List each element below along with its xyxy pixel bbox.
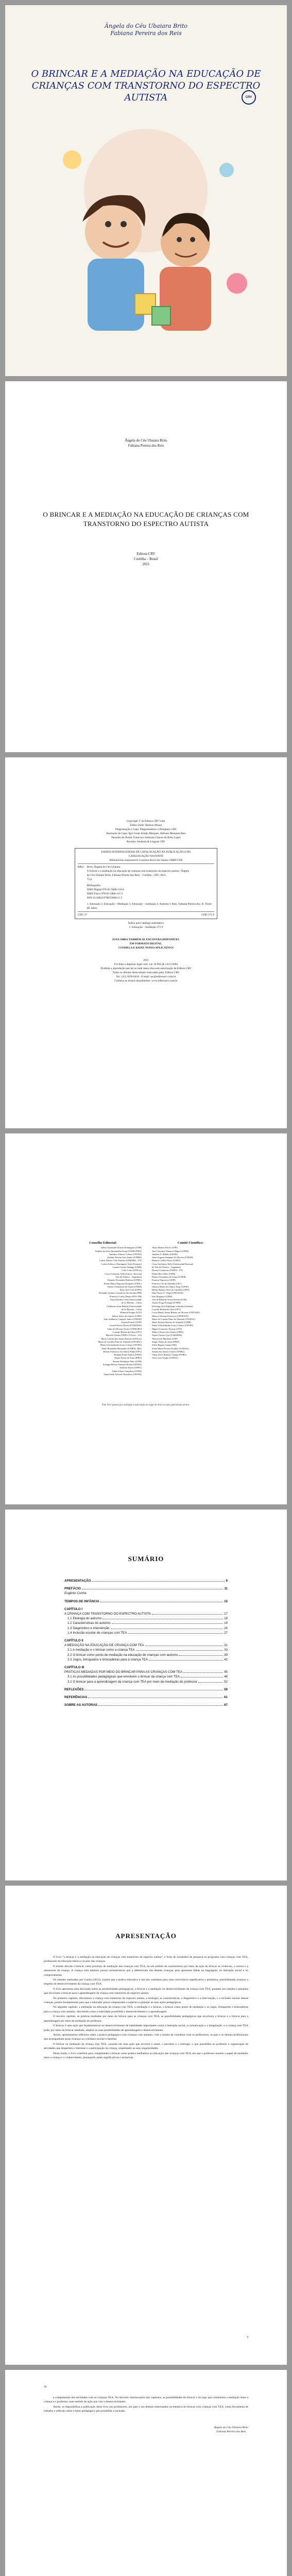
legal-line: Conheça os nossos lançamentos: www.editoracrv.com.br	[114, 979, 178, 982]
council-member: Francisco Ari de Andrade (UFC)	[152, 1282, 182, 1285]
editorial-council-page	[5, 1133, 287, 1504]
council-member: Tadeu Oliver Gonçalves (UFPA)	[112, 1369, 142, 1372]
toc-entry-title: 1.2 Características do autismo	[67, 1621, 111, 1625]
toc-entry-page: 45	[224, 1670, 228, 1674]
council-member: Antônio Pereira Gaio Júnior (UFRRJ)	[107, 1256, 142, 1259]
cover-page	[5, 5, 287, 376]
toc-entry-title: CAPÍTULO II	[64, 1639, 83, 1643]
council-member: Sérgio Nunes de Jesus (IFRO)	[152, 1340, 180, 1343]
title-page-authors	[5, 438, 287, 448]
credit-line: Revisão: Analista de Línguas CRV	[126, 840, 166, 843]
paragraph: O terceiro capítulo, as práticas mediadas por meio do brincar para as crianças com TEA, as possibilidades pedagógicas que envolvem o brincar e o brincar para a aprendizagem por meio da mediação do professor.	[44, 2015, 248, 2023]
toc-entry-page: 31	[224, 1643, 228, 1648]
peer-review-note: Este livro passou por avaliação e aprovação às cegas de dois ou mais pareceristas ad hoc.	[101, 1404, 191, 1406]
council-member: Aldira Guimarães Duarte Domínguez (UNB)	[100, 1246, 142, 1249]
toc-entry-title: TEMPOS DE INFÂNCIA	[64, 1599, 99, 1603]
council-member: Anselmo Alencar Colares (UFOPA)	[109, 1252, 142, 1256]
council-member: Eduardo Fernandes Barbosa (UFMG)	[107, 1279, 142, 1282]
toc-leader	[112, 1623, 224, 1624]
toc-entry	[64, 1626, 228, 1631]
toc-entry	[64, 1587, 228, 1591]
paragraph: No primeiro capítulo, discutimos a criança com transtorno do espectro autista, a etiologia, as características, o diagnóstico e a intervenção, e a inclusão escolar dessas crianças, pontos fundamentais para que o educador possa compreender o espectro e planejar as suas ações pedagógicas.	[44, 1996, 248, 2005]
cdu-code: CDU 37	[78, 913, 88, 917]
council-member: de La Havana – Cuba)	[121, 1308, 142, 1311]
council-member: Kilwangy Kya Kapitango-a-Samba (Unemat)	[152, 1304, 193, 1308]
council-member: Ana Chrystina Venancio Mignot (UERJ)	[152, 1249, 189, 1252]
council-member: Élsio José Corá (UFFS)	[120, 1289, 142, 1292]
council-member: Barbara Coelho Neves (UFBA)	[152, 1259, 181, 1262]
toc-leader	[128, 1633, 223, 1634]
toc-entry-page: 17	[224, 1612, 228, 1616]
council-member: Eliane Rose Maio (UEM)	[152, 1272, 176, 1275]
legal-line: Proibida a reprodução parcial ou total desta obra sem autorização da Editora CRV	[100, 967, 192, 970]
council-member: Gláucia Maria dos Santos Jorge (UFOP)	[152, 1285, 189, 1288]
toc-entry	[64, 1631, 228, 1635]
council-member: Elione Maria Nogueira Diogenes (UFAL)	[104, 1282, 142, 1285]
toc-leader	[152, 1614, 223, 1615]
council-member: de Três de Febrero – Argentina)	[152, 1266, 181, 1269]
cip-record	[75, 848, 217, 919]
presentation-page	[5, 1886, 287, 2365]
council-member: Gloria Fariñas León (Universidade	[110, 1298, 142, 1301]
toc-entry	[64, 1670, 228, 1674]
toc-entry-title: A MEDIAÇÃO NA EDUCAÇÃO DE CRIANÇA COM TEA	[64, 1643, 144, 1648]
paragraph: Assim, se disponibiliza a publicação deste livro aos professores, aos pais e aos demais interessados na temática do brincar com crianças com TEA, como ferramenta de trabalho e reflexão sobre o fazer pedagógico que possibilite a inclusão.	[44, 2405, 248, 2413]
cip-main	[87, 865, 214, 910]
council-member: Rodrigo Pratte-Santos (UFES)	[114, 1353, 142, 1357]
paragraph: a compreensão das atividades com as crianças TEA. No decorrer interlocuções dos capítulos, as possibilidades do brincar e do jogo que constituem a mediação entre a criança e o professor, num sentido de ação que vise o desenvolvimento.	[44, 2396, 248, 2404]
toc-entry-title: 2.3 Jogos, brinquedos e brincadeiras para a criança TEA	[67, 1657, 148, 1662]
cip-divider	[78, 911, 214, 912]
council-member: Fernando Antônio Gonçalves Alcoforado (IPB)	[98, 1292, 142, 1295]
council-member: Leonel Severo Rocha (UNISINOS)	[109, 1324, 142, 1327]
imprint-year: 2021	[142, 562, 150, 566]
toc-entry-page: 42	[224, 1657, 228, 1662]
council-member: Celso Conti (UFSCar)	[121, 1269, 142, 1272]
summary-title: SUMÁRIO	[128, 1555, 164, 1563]
council-member: Renato Francisco dos Santos Paula (UFG)	[103, 1350, 142, 1353]
signature-author-2: Fabiana Pereira dos Reis	[216, 2430, 246, 2433]
digital-line: CONHEÇA E BAIXE NOSSO APLICATIVO!	[118, 946, 174, 950]
council-member: Andréia da Silva Quintanilha Sousa (UNIR/UFRN)	[95, 1249, 142, 1252]
council-member: Maria Lília Imbiriba Sousa Colares (UFOPA)	[100, 1344, 142, 1347]
editorial-council-column	[64, 1242, 142, 1376]
council-member: Najela Tavares Ujie (UNESPAR)	[152, 1334, 182, 1337]
table-of-contents	[64, 1579, 228, 1708]
toc-entry-page: 39	[224, 1653, 228, 1657]
presentation-continued-page	[5, 2370, 287, 2576]
legal-line: Tel.: (41) 3039-6418 - E-mail: sac@editoracrv.com.br	[116, 975, 176, 978]
scientific-committee-column	[152, 1242, 229, 1360]
cip-biblio-line: ISBN Digital 978-65-5868-110-8	[87, 888, 124, 891]
paragraph: Assim, apresentamos reflexões sobre a prática pedagógica com crianças com autismo, com o intuito de contribuir com os professores, os pais e os demais profissionais que acompanham essas crianças no cotidiano escolar e familiar.	[44, 2033, 248, 2041]
cip-body	[78, 865, 214, 910]
cip-classification	[78, 913, 214, 917]
legal-line: Foi feito o depósito legal conf. Lei 10.994 de 14/12/2004	[114, 963, 178, 966]
toc-entry-title: 1.4 Inclusão escolar de crianças com TEA	[67, 1631, 127, 1635]
toc-entry-page: 67	[224, 1703, 228, 1707]
council-member: Três de Febrero – Argentina)	[115, 1275, 142, 1278]
credit-line: Desenho do Portal: Francisco Jarlisson Chaves de Brito Lopes	[111, 836, 181, 839]
cip-divider	[78, 863, 214, 864]
toc-entry-page: 33	[224, 1648, 228, 1652]
title-page-title: O BRINCAR E A MEDIAÇÃO NA EDUCAÇÃO DE CRIANÇAS COM TRANSTORNO DO ESPECTRO AUTISTA	[43, 511, 249, 528]
council-member: Jussara Fraga Portugal (UNEB)	[152, 1301, 181, 1304]
council-member: Altair Alberto Fávero (UPF)	[152, 1246, 178, 1249]
toc-entry-title: CAPÍTULO III	[64, 1666, 84, 1670]
index-entry: 1. Educação – mediação 371.9	[129, 926, 163, 929]
imprint-publisher: Editora CRV	[136, 552, 156, 556]
toc-entry	[64, 1617, 228, 1621]
toc-entry-title: 3.1 As possibilidades pedagógicas que envolvem o brincar da criança com TEA	[67, 1675, 180, 1679]
council-member: João Adalberto Campato Junior (UNESP)	[104, 1317, 142, 1320]
cip-line: O brincar e a mediação na educação de crianças com transtorno do espectro autista / Ângela	[87, 870, 190, 873]
toc-entry	[64, 1648, 228, 1652]
toc-entry	[64, 1579, 228, 1583]
page-number: 10	[44, 2385, 47, 2388]
signature-block	[214, 2426, 249, 2434]
cover-illustration	[21, 113, 271, 350]
council-member: Lourdes Helena da Silva (UFV)	[112, 1331, 142, 1334]
cip-subtitle: CATALOGAÇÃO NA FONTE	[128, 855, 164, 858]
paragraph: Os estudos realizados por Cunha (2012), trazem que a prática educativa é um dos caminhos para uma convivência significativa e produtiva, possibilitando avanços a respeito do desenvolvimento da criança com TEA.	[44, 1978, 248, 1986]
digital-line: EM FORMATO DIGITAL.	[129, 942, 163, 945]
presentation-text	[44, 1955, 248, 2060]
cip-title: DADOS INTERNACIONAIS DE CATALOGAÇÃO NA PUBLICAÇÃO (CIP)	[101, 851, 191, 854]
title-page-author-1: Ângela do Céu Ubaiara Brito	[125, 438, 167, 443]
cip-line: do Céu Ubaiara Brito, Fabiana Pereira dos Reis – Curitiba : CRV, 2021.	[87, 874, 167, 877]
toc-entry-title: PRÁTICAS MEDIADAS POR MEIO DO BRINCAR PARA AS CRIANÇAS COM TEA	[64, 1670, 183, 1674]
credit-line: Diagramação e Capa: Diagramadores e Designers CRV	[115, 828, 177, 831]
cdd-code: CDD 371.9	[201, 913, 214, 917]
council-member: Lucia Marisy Souza Ribeiro de Oliveira (UNIVASF)	[152, 1311, 200, 1314]
index-title: Índice para catálogo sistemático	[128, 922, 164, 925]
toc-entry	[64, 1675, 228, 1679]
toc-entry-title: Eugênio Cunha	[64, 1591, 87, 1596]
toc-entry	[64, 1666, 228, 1670]
toc-leader	[179, 1655, 223, 1656]
council-member: Carlos Federico Dominguez Avila (Unieuro)	[101, 1262, 142, 1265]
cip-biblio-line: ISBN Físico 978-65-5868-111-5	[87, 892, 123, 895]
cip-subjects: 1. Educação 2. Educação – Mediação 3. Educação – mediação 4. Autismo I. Reis, Fabiana Pereira dos. II. Título III. Série.	[87, 903, 212, 910]
cover-author-2: Fabiana Pereira dos Reis	[110, 30, 182, 37]
cip-line: 72 p.	[87, 878, 93, 881]
toc-entry-page: 27	[224, 1631, 228, 1635]
toc-entry	[64, 1696, 228, 1700]
toc-leader	[183, 1672, 223, 1673]
toc-entry-title: REFLEXÕES	[64, 1687, 84, 1691]
cip-code: B862	[78, 866, 84, 869]
toc-entry-title: 2.2 O brincar como ponto de mediação na educação de crianças com autismo	[67, 1653, 178, 1657]
toc-entry	[64, 1643, 228, 1648]
council-member: Vânia Alves Martins Chaigar (FURG)	[152, 1353, 187, 1357]
title-page-author-2: Fabiana Pereira dos Reis	[128, 444, 164, 448]
council-member: Francisco Carlos Duarte (PUC-PR)	[109, 1295, 142, 1298]
toc-leader	[92, 1581, 225, 1582]
toc-entry-title: CAPÍTULO I	[64, 1607, 83, 1611]
council-member: Fauston Negreiros (UFPI)	[152, 1279, 176, 1282]
council-member: Anna Augusta Sampaio de Oliveira (UNESP)	[152, 1256, 194, 1259]
council-member: Vera Lucia Gaspar (UDESC)	[152, 1357, 179, 1360]
council-member: Maria Lília Imbiriba Sousa Colares (UFOPA)	[152, 1324, 194, 1327]
paragraph: No segundo capítulo, a mediação na educação da criança com TEA, a mediação e o brincar, o brincar como ponto de mediação e os jogos, brinquedos e brincadeiras para a criança com autismo, discutindo como a ludicidade possibilita o desenvolvimento e a aprendizagem.	[44, 2006, 248, 2013]
council-member: de La Havana – Cuba)	[121, 1301, 142, 1304]
toc-entry-title: 1.3 Diagnóstico e intervenção	[67, 1626, 110, 1630]
council-member: Sydione Santos (UEPG)	[119, 1366, 142, 1369]
council-member: Maria de Lourdes Pinto de Almeida (UNOESC)	[152, 1317, 196, 1320]
toc-entry	[64, 1612, 228, 1616]
council-member: Andréia N. Militão (UEMS)	[152, 1252, 178, 1256]
legal-line: Todos os direitos desta edição reservados pela: Editora CRV	[112, 971, 180, 974]
toc-entry-page: 15	[224, 1599, 228, 1603]
cip-librarian: Bibliotecária responsável: Luzenira Alves dos Santos CRB9/1506	[109, 859, 183, 862]
page-number: 9	[247, 2336, 248, 2339]
paragraph: O livro “o brincar e a mediação na educação de crianças com transtorno do espectro autista”, é fruto de resultados de pesquisa no programa com crianças com TEA, professores da educação básica e os pais das crianças.	[44, 1956, 248, 1963]
council-member: Sérgio Nunes de Jesus (IFRO)	[114, 1357, 142, 1360]
toc-entry-title: SOBRE AS AUTORAS	[64, 1703, 98, 1707]
cover-author-1: Ângela do Céu Ubaiara Brito	[105, 23, 187, 29]
council-member: Maria Cristina dos Santos Bezerra (UFSCar)	[101, 1337, 142, 1340]
council-member: Paulo Romualdo Hernandes (UNIFAL-MG)	[101, 1347, 142, 1350]
toc-entry-page: 18	[224, 1617, 228, 1621]
paragraph: Deste modo, o livro contribui para compreender o brincar como prática mediadora na educação das crianças com TEA, em que o professor assume o papel de mediador entre a criança e o conhecimento, planejando ações significativas e inclusivas.	[44, 2052, 248, 2059]
digital-line: ESTA OBRA TAMBÉM SE ENCONTRA DISPONÍVEL	[112, 938, 180, 941]
council-member: Marcelo Paixão (UFRJ e UTexas – US)	[106, 1334, 142, 1337]
council-member: Silvia Regina Canan (URI)	[152, 1344, 177, 1347]
council-member: Ilma Passos A. Veiga (UNICEUB)	[152, 1292, 183, 1295]
credits-year: 2021	[143, 959, 149, 962]
toc-entry	[64, 1653, 228, 1657]
toc-entry	[64, 1639, 228, 1643]
toc-entry-page: 59	[224, 1687, 228, 1691]
council-member: Sonia Maria Ferreira Koehler (UNISAL)	[152, 1347, 189, 1350]
toc-entry-title: 1.1 Etiologia do autismo	[67, 1617, 102, 1621]
presentation-continued-text	[44, 2396, 248, 2414]
signature-author-1: Ângela do Céu Ubaiara Brito	[214, 2426, 248, 2429]
council-member: Guillermo Arias Beatón (Universidade	[107, 1304, 142, 1308]
scientific-committee-heading: Comitê Científico:	[177, 1241, 204, 1245]
toc-entry-page: 9	[226, 1579, 228, 1583]
title-page	[5, 381, 287, 752]
cip-biblio-line: Bibliografia	[87, 884, 100, 887]
toc-entry	[64, 1680, 228, 1684]
presentation-title: APRESENTAÇÃO	[115, 1932, 177, 1940]
toc-entry	[64, 1658, 228, 1662]
council-member: Maria Eurácia Barreto de Andrade (UFRB)	[152, 1321, 191, 1324]
index-block	[82, 921, 210, 929]
council-member: Carlos Alberto Vilar Estêvão (UMINHO – PT)	[99, 1259, 142, 1262]
toc-leader	[136, 1650, 224, 1651]
council-member: Maria de Lourdes Pinto de Almeida (UNOESC)	[98, 1340, 142, 1343]
council-member: Tania Suely Azevedo Brasileiro (UFOPA)	[104, 1372, 142, 1376]
toc-entry-title: 2.1 A mediação e o brincar como a criança TEA	[67, 1648, 135, 1652]
paragraph: O livro apresenta uma discussão sobre as possibilidades pedagógicas, o brincar e a mediação no desenvolvimento da criança com TEA, pautado nos estudos e pesquisa que envolvem o brincar para a aprendizagem da criança com transtorno do espectro autista.	[44, 1987, 248, 1995]
council-member: Marcos Vinicius Francisco (UNOESTE)	[152, 1314, 188, 1317]
copyright-line: Copyright © da Editora CRV Ltda.	[126, 820, 166, 823]
imprint-city: Curitiba – Brasil	[134, 557, 158, 561]
toc-entry-page: 24	[224, 1626, 228, 1630]
council-member: Cesar Gerônimo Tello (Universidad Nacional	[152, 1262, 193, 1265]
toc-entry-page: 48	[224, 1675, 228, 1679]
toc-entry-title: A CRIANÇA COM TRANSTORNO DO ESPECTRO AUTISTA	[64, 1612, 151, 1616]
council-member: Mônica Pereira dos Santos (UFRJ)	[152, 1331, 184, 1334]
toc-leader	[98, 1705, 223, 1706]
council-member: Elizeu Clementino de Souza (UNEB)	[108, 1285, 142, 1288]
toc-entry-page: 61	[224, 1696, 228, 1700]
paragraph: O brincar na mediação da criança com TEA, consiste em uma ação que envolve o sentir, o perceber e o interagir, o que possibilita ao professor a organização de atividades que despertem o interesse e a participação da criança, respeitando as suas singularidades.	[44, 2042, 248, 2050]
editorial-council-heading: Conselho Editorial:	[89, 1241, 117, 1245]
council-member: Simone Rodrigues Pinto (UNB)	[112, 1360, 142, 1363]
council-member: Helmuth Krüger (UCP)	[120, 1311, 142, 1314]
cover-title: O BRINCAR E A MEDIAÇÃO NA EDUCAÇÃO DE CRIANÇAS COM TRANSTORNO DO ESPECTRO AUTISTA	[31, 69, 261, 103]
council-member: Carmen Tereza Velanga (UNIR)	[112, 1266, 142, 1269]
toc-entry-title: REFERÊNCIAS	[64, 1696, 88, 1700]
council-member: Helder Buenos Aires de Carvalho (UFPI)	[152, 1289, 190, 1292]
toc-entry	[64, 1688, 228, 1692]
council-member: Solange Helena Ximenes-Rocha (UFOPA)	[102, 1363, 142, 1366]
credit-line: Editor-chefe: Railson Moura	[130, 824, 162, 827]
credits-page	[5, 757, 287, 1128]
toc-entry	[64, 1607, 228, 1612]
council-member: Jailson Alves dos Santos (UFRJ)	[112, 1314, 142, 1317]
toc-entry	[64, 1600, 228, 1604]
council-member: Josania Portela (UFPI)	[121, 1321, 142, 1324]
paragraph: O brincar é uma ação que fundamenta-se no desenvolvimento de habilidades importantes como a interação social, a comunicação e a imaginação, e a criança com TEA pode, por meio do brincar mediado, ampliar as suas possibilidades de aprendizagem e desenvolvimento.	[44, 2024, 248, 2032]
council-member: Elizeu Clementino de Souza (UNEB)	[152, 1275, 186, 1278]
toc-entry-page: 11	[224, 1587, 228, 1591]
council-member: Lourdes Helena da Silva (UFV)	[152, 1308, 181, 1311]
cip-biblio-line: DOI 10.24824/978655868111.5	[87, 896, 123, 900]
digital-notice	[82, 938, 210, 950]
credits-block	[82, 819, 210, 844]
toc-entry-page: 52	[224, 1680, 228, 1684]
toc-entry-page: 19	[224, 1621, 228, 1625]
publisher-logo: CRV	[242, 90, 256, 105]
toc-entry	[64, 1621, 228, 1625]
council-member: Inês Bragança (UERJ)	[152, 1295, 173, 1298]
council-member: José de Ribamar Sousa Pereira (UCB)	[152, 1298, 187, 1301]
council-member: Cesar Gerônimo Tello (Univer .Nacional	[105, 1272, 142, 1275]
toc-entry-title: APRESENTAÇÃO	[64, 1579, 91, 1583]
council-member: Nilson José Machado (USP)	[152, 1337, 178, 1340]
credit-line: Ilustração da Capa: Igor Cesar Araújo Marques, Adriano Mesquita Reis	[106, 832, 186, 835]
toc-entry-title: PREFÁCIO	[64, 1587, 81, 1591]
toc-leader	[198, 1682, 223, 1683]
toc-entry-title: 3.2 O brincar para a aprendizagem da criança com TEA por meio da mediação do professor	[67, 1680, 197, 1684]
title-page-imprint	[5, 551, 287, 567]
council-member: Lídia de Oliveira Xavier (UNIEURO)	[107, 1327, 142, 1330]
legal-block	[82, 958, 210, 983]
toc-entry	[64, 1591, 228, 1596]
council-member: Suzana dos Santos Gomes (UFMG)	[152, 1350, 184, 1353]
council-member: Diosnel Centurion (UNIDA – PY)	[152, 1269, 183, 1272]
toc-entry	[64, 1703, 228, 1707]
cover-authors	[5, 23, 287, 37]
paragraph: O estudo discute o brincar como processo de mediação das crianças com TEA, há um sentido de construirmos por meio da ação do brincar as vivências, o sorriso e a autonomia da criança. A criança com autismo possui características que a diferenciam das demais crianças, pois apresenta falhas na linguagem, na interação social e no comportamento.	[44, 1964, 248, 1977]
cip-line: Brito, Ângela do Céu Ubaiara.	[87, 866, 121, 869]
summary-page	[5, 1510, 287, 1880]
council-member: Míguel Contreras Álvarez (UFT)	[152, 1327, 182, 1330]
